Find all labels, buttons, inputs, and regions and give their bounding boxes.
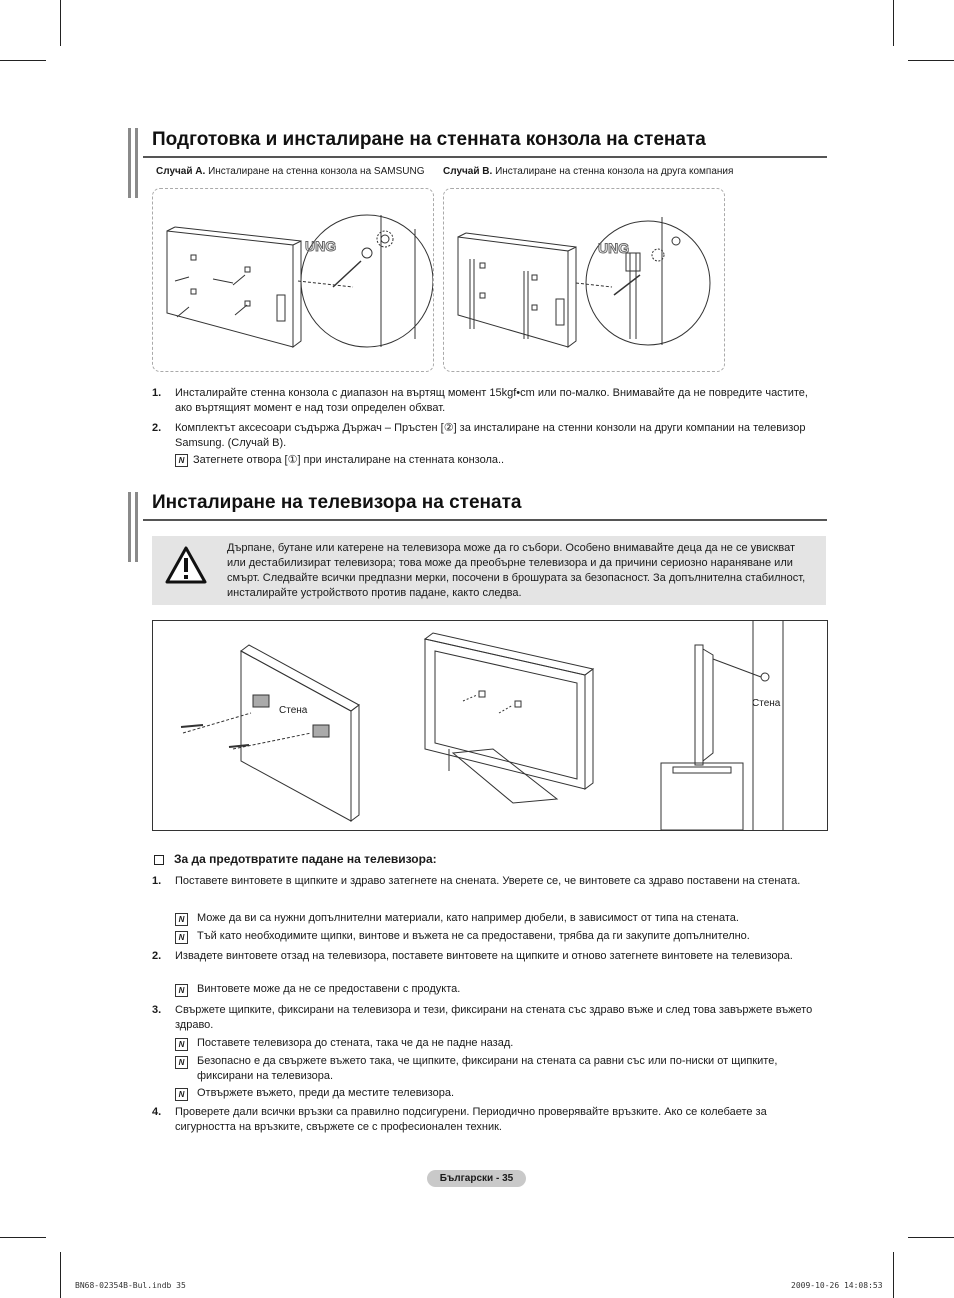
note-icon: N [175, 1056, 188, 1069]
step-number: 4. [152, 1106, 162, 1118]
anti-fall-illustration [152, 620, 828, 831]
crop-mark [60, 1252, 61, 1298]
step-number: 2. [152, 422, 162, 434]
section-rule [143, 156, 827, 158]
case-b-caption [443, 166, 733, 177]
section-rule [143, 519, 827, 521]
section-title: Инсталиране на телевизора на стената [152, 492, 522, 513]
step-text: Свържете щипките, фиксирани на телевизора и тези, фиксирани на стената със здраво въже и след това завържете въжето здраво. [175, 1004, 813, 1031]
anti-fall-diagram [153, 621, 827, 830]
note-text: Може да ви са нужни допълнителни материали, като например дюбели, в зависимост от типа на стената. [197, 912, 739, 924]
crop-mark [0, 1237, 46, 1238]
step-text: Поставете винтовете в щипките и здраво затегнете на снената. Уверете се, че винтовете са здраво поставени на стената. [175, 875, 801, 887]
case-a-caption [156, 166, 424, 177]
case-a-label: Случай A. [156, 166, 206, 177]
note-text: Отвържете въжето, преди да местите телевизора. [197, 1087, 455, 1099]
case-b-illustration [443, 188, 725, 372]
step-number: 2. [152, 950, 162, 962]
checkbox-icon [154, 855, 164, 865]
step-number: 3. [152, 1004, 162, 1016]
section-bar [128, 128, 131, 198]
warning-triangle-icon [165, 546, 207, 584]
crop-mark [893, 1252, 894, 1298]
section-bar [135, 492, 138, 562]
crop-mark [60, 0, 61, 46]
note-text: Винтовете може да не се предоставени с продукта. [197, 983, 461, 995]
step-number: 1. [152, 387, 162, 399]
svg-text:UNG: UNG [598, 240, 630, 256]
note-text: Безопасно е да свържете въжето така, че щипките, фиксирани на стената са равни със или по-ниски от щипките, фиксирани на телевизора. [197, 1055, 778, 1082]
note-icon: N [175, 1088, 188, 1101]
note-text: Поставете телевизора до стената, така че да не падне назад. [197, 1037, 514, 1049]
section-bar [128, 492, 131, 562]
wall-label: Стена [279, 705, 308, 716]
subheading: За да предотвратите падане на телевизора: [174, 852, 437, 866]
tv-back-wall-mount-diagram [153, 189, 433, 371]
warning-text: Дърпане, бутане или катерене на телевизора може да го събори. Особено внимавайте деца да не се увискват или дестабилизират телевизора; това може да преобърне телевизора и да причини сериозно нараняване или смърт. Следвайте всички предпазни мерки, посочени в брошурата за безопасност. За допълнителна стабилност, инсталирайте устройството против падане, както следва. [227, 542, 806, 599]
step-text: Инсталирайте стенна конзола с диапазон на въртящ момент 15kgf•cm или по-малко. Внимавайте да не повредите частите, ако въртящият момент е над този определен обхват. [175, 387, 808, 414]
crop-mark [908, 60, 954, 61]
step-text: Проверете дали всички връзки са правилно подсигурени. Периодично проверявайте връзките. Ако се колебаете за сигурността на връзките, свържете се с професионален техник. [175, 1106, 767, 1133]
section-title: Подготовка и инсталиране на стенната конзола на стената [152, 129, 706, 150]
step-number: 1. [152, 875, 162, 887]
case-a-text: Инсталиране на стенна конзола на SAMSUNG [208, 166, 425, 177]
wall-label: Стена [752, 698, 781, 709]
crop-mark [893, 0, 894, 46]
page-number: Български - 35 [427, 1170, 526, 1187]
note-text: Тъй като необходимите щипки, винтове и въжета не са предоставени, трябва да ги закупите допълнително. [197, 930, 750, 942]
note-icon: N [175, 913, 188, 926]
section-bar [135, 128, 138, 198]
step-text: Комплектът аксесоари съдържа Държач – Пръстен [②] за инсталиране на стенни конзоли на други компании на телевизор Samsung. (Случай B). [175, 422, 806, 449]
crop-mark [0, 60, 46, 61]
note-icon: N [175, 1038, 188, 1051]
svg-text:UNG: UNG [305, 238, 337, 254]
case-a-illustration [152, 188, 434, 372]
crop-mark [908, 1237, 954, 1238]
step-text: Извадете винтовете отзад на телевизора, поставете винтовете на щипките и отново затегнете винтовете на телевизора. [175, 950, 793, 962]
case-b-text: Инсталиране на стенна конзола на друга компания [495, 166, 734, 177]
note-icon: N [175, 454, 188, 467]
footer-date: 2009-10-26 14:08:53 [791, 1281, 883, 1290]
note-icon: N [175, 931, 188, 944]
note-text: Затегнете отвора [①] при инсталиране на стенната конзола.. [193, 454, 505, 466]
tv-back-other-mount-diagram [444, 189, 724, 371]
footer-file: BN68-02354B-Bul.indb 35 [75, 1281, 186, 1290]
note-icon: N [175, 984, 188, 997]
case-b-label: Случай B. [443, 166, 493, 177]
